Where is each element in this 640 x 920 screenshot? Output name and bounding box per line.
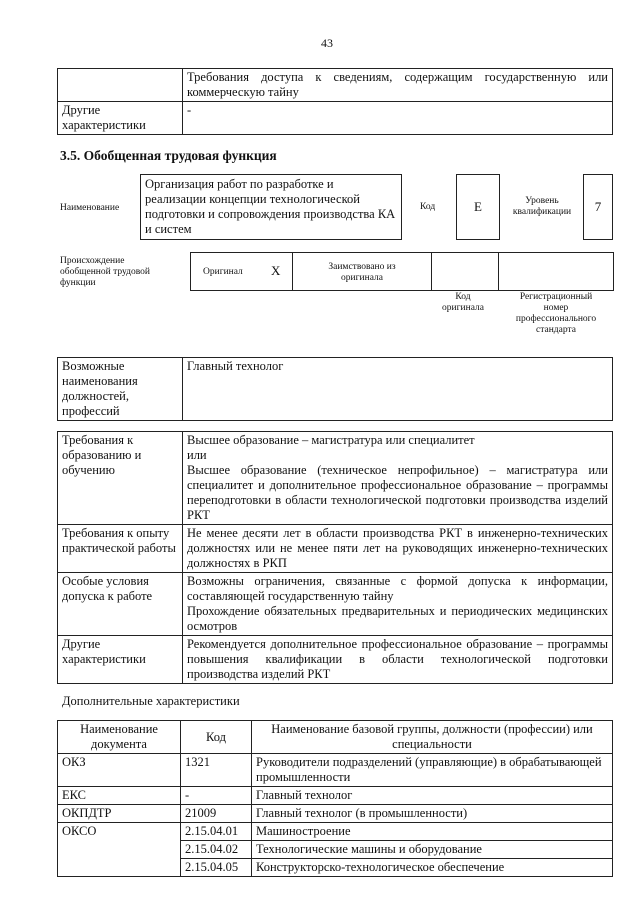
table-row bbox=[58, 525, 613, 573]
table-cell: 2.15.04.05 bbox=[181, 859, 252, 877]
req-label: Другие характеристики bbox=[58, 636, 183, 684]
original-label: Оригинал bbox=[203, 267, 243, 277]
table-cell: Машиностроение bbox=[252, 823, 613, 841]
name-label: Наименование bbox=[60, 203, 120, 213]
table-row bbox=[58, 805, 613, 823]
req-label: Особые условия допуска к работе bbox=[58, 573, 183, 636]
table-cell: Технологические машины и оборудование bbox=[252, 841, 613, 859]
table-row bbox=[58, 721, 613, 754]
req-label: Требования к опыту практической работы bbox=[58, 525, 183, 573]
req-line: Рекомендуется дополнительное профессиональное образование – программы повышения квалификации в области технологической подготовки производства изделий РКТ bbox=[187, 637, 608, 681]
table-cell: 2.15.04.02 bbox=[181, 841, 252, 859]
top-table-value: Требования доступа к сведениям, содержащим государственную или коммерческую тайну bbox=[183, 69, 613, 102]
table-cell: ОКЗ bbox=[58, 754, 181, 787]
table-cell: - bbox=[181, 787, 252, 805]
req-line: или bbox=[187, 448, 207, 462]
req-label: Требования к образованию и обучению bbox=[58, 432, 183, 525]
table-row bbox=[58, 358, 613, 421]
table-row bbox=[58, 636, 613, 684]
positions-value: Главный технолог bbox=[183, 358, 613, 421]
table-row bbox=[58, 823, 613, 841]
table-row bbox=[58, 754, 613, 787]
table-row bbox=[58, 432, 613, 525]
extra-title: Дополнительные характеристики bbox=[62, 694, 240, 708]
table-cell: ЕКС bbox=[58, 787, 181, 805]
section-title: 3.5. Обобщенная трудовая функция bbox=[60, 148, 277, 163]
code-label: Код bbox=[420, 202, 436, 212]
function-name: Организация работ по разработке и реализации концепции технологической подготовки и сопровождения производства КА и систем bbox=[145, 177, 396, 236]
header-cell: Наименование документа bbox=[58, 721, 181, 754]
reg-number-caption: Регистрационный номер профессионального стандарта bbox=[515, 292, 597, 335]
req-line: Высшее образование (техническое непрофильное) – магистратура или специалитет и дополнительное профессиональное образование – программы переподготовки в области технологической подготовки производства изделий РКТ bbox=[187, 463, 608, 522]
table-cell: ОКПДТР bbox=[58, 805, 181, 823]
code-original-caption: Код оригинала bbox=[442, 292, 484, 313]
table-cell: 2.15.04.01 bbox=[181, 823, 252, 841]
table-row bbox=[58, 787, 613, 805]
req-line: Высшее образование – магистратура или специалитет bbox=[187, 433, 475, 447]
origin-label: Происхождение обобщенной трудовой функции bbox=[60, 256, 150, 288]
top-table-value: - bbox=[183, 102, 613, 135]
code-value: E bbox=[474, 199, 482, 214]
table-cell: 21009 bbox=[181, 805, 252, 823]
page-number: 43 bbox=[321, 36, 333, 50]
table-row bbox=[58, 573, 613, 636]
function-name-box bbox=[140, 174, 402, 240]
table-cell: Главный технолог bbox=[252, 787, 613, 805]
top-table-label: Другие характеристики bbox=[58, 102, 183, 135]
req-line: Прохождение обязательных предварительных и периодических медицинских осмотров bbox=[187, 604, 608, 633]
table-cell: Конструкторско-технологическое обеспечение bbox=[252, 859, 613, 877]
req-line: Возможны ограничения, связанные с формой допуска к информации, составляющей государственную тайну bbox=[187, 574, 608, 603]
original-mark: X bbox=[271, 263, 281, 278]
table-row bbox=[58, 102, 613, 135]
table-cell: ОКСО bbox=[58, 823, 181, 877]
level-box bbox=[583, 174, 613, 240]
header-cell: Наименование базовой группы, должности (профессии) или специальности bbox=[252, 721, 613, 754]
table-cell: Руководители подразделений (управляющие) в обрабатывающей промышленности bbox=[252, 754, 613, 787]
origin-table bbox=[190, 252, 614, 291]
table-row bbox=[58, 69, 613, 102]
extra-table bbox=[57, 720, 613, 877]
level-value: 7 bbox=[594, 199, 602, 214]
requirements-table bbox=[57, 431, 613, 684]
positions-table bbox=[57, 357, 613, 421]
top-table bbox=[57, 68, 613, 135]
table-cell: 1321 bbox=[181, 754, 252, 787]
header-cell: Код bbox=[181, 721, 252, 754]
code-box bbox=[456, 174, 500, 240]
positions-label: Возможные наименования должностей, профессий bbox=[58, 358, 183, 421]
level-label: Уровень квалификации bbox=[512, 196, 572, 217]
req-line: Не менее десяти лет в области производства РКТ в инженерно-технических должностях или не менее пяти лет на руководящих инженерно-технических должностях в РКП bbox=[187, 526, 608, 570]
table-cell: Главный технолог (в промышленности) bbox=[252, 805, 613, 823]
borrowed-label: Заимствовано из оригинала bbox=[328, 262, 396, 283]
